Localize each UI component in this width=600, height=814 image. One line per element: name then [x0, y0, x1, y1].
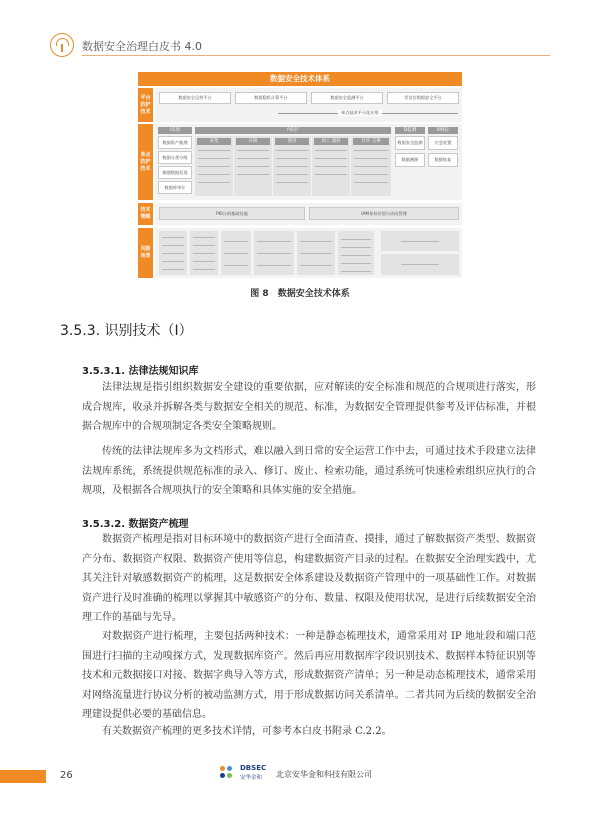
risk-block: [159, 231, 187, 275]
header-divider: [82, 55, 550, 56]
platform-item: 零信任数据安全平台: [387, 92, 459, 104]
identify-item: 数据分类分级: [158, 151, 192, 164]
text-line: [257, 241, 291, 242]
brand-name: DBSEC: [240, 764, 267, 772]
text-line: [315, 174, 347, 175]
risk-block: [381, 254, 459, 275]
text-line: [162, 269, 184, 270]
dbsec-logo-icon: [218, 764, 238, 784]
text-line: [224, 253, 248, 254]
risk-block: [297, 231, 335, 275]
protect-col: [312, 136, 350, 196]
detect-header: D监测: [395, 127, 425, 134]
strategy-row: [138, 203, 462, 225]
single-row-body: [155, 124, 462, 200]
text-line: [198, 158, 230, 159]
respond-item: 数据恢复: [428, 153, 458, 167]
risk-block: [221, 231, 251, 275]
identify-item: 数据资产梳理: [158, 136, 192, 149]
paragraph: 数据资产梳理是指对目标环境中的数据资产进行全面清查、摸排，通过了解数据资产类型、数据资产分布、数据资产权限、数据资产使用等信息，构建数据资产目录的过程。在数据安全治理实践中，尤其关注针对敏感数据资产的梳理，这是数据安全体系建设及数据资产管理中的一项基础性工作。对数据资产进行及时准确的梳理以掌握其中敏感资产的分布、数量、权限及使用状况，是进行后续数据安全治理工作的基础与先导。: [82, 534, 536, 623]
risk-block: [190, 231, 218, 275]
strategy-row-body: [155, 203, 462, 225]
text-line: [276, 150, 308, 151]
protect-col-header: 共享 交换: [353, 138, 389, 145]
strategy-row-label: 技术策略: [138, 203, 153, 225]
text-line: [300, 265, 332, 266]
paragraph: 对数据资产进行梳理，主要包括两种技术：一种是静态梳理技术，通常采用对 IP 地址段和端口范围进行扫描的主动嗅探方式，发现数据库资产。然后再应用数据库字段识别技术、数据样本特征识别等技术和元数据接口对接、数据字典导入等方式，形成数据资产清单；另一种是动态梳理技术，通常采用对网络流量进行协议分析的被动监测方式，用于形成数据访问关系清单。二者共同为后续的数据安全治理建设提供必要的基础信息。: [82, 631, 536, 720]
text-line: [315, 150, 347, 151]
page-header: [0, 0, 600, 60]
text-line: [354, 150, 388, 151]
paragraph: 法律法规是指引组织数据安全建设的重要依据，应对解读的安全标准和规范的合规项进行落实，形成合规库，收录并拆解各类与数据安全相关的规范、标准，为数据安全管理提供参考及评估标准，并根据合规库中的合规项制定各类安全策略规则。: [82, 382, 536, 432]
text-line: [341, 239, 371, 240]
text-line: [193, 269, 215, 270]
risk-row-label: 风险场景: [138, 228, 153, 278]
text-line: [257, 265, 291, 266]
protect-col-header: 加工 流转: [314, 138, 348, 145]
text-line: [198, 150, 230, 151]
respond-header: R响应: [428, 127, 458, 134]
protect-col-header: 存储: [236, 138, 270, 145]
text-line: [162, 261, 184, 262]
platform-item: 数据安全运营平台: [159, 92, 231, 104]
risk-block: [338, 231, 374, 275]
paragraph: 传统的法律法规库多为文档形式，难以融入到日常的安全运营工作中去，可通过技术手段建立法律法规库系统，系统提供规范标准的录入、修订、废止、检索功能，通过系统可快速检索组织应执行的合规项，及根据各合规项执行的安全策略和具体实施的安全措施。: [82, 446, 536, 496]
identify-item: 数据库审计: [158, 181, 192, 194]
identify-item: 敏感数据发现: [158, 166, 192, 179]
text-line: [162, 253, 184, 254]
detect-item: 数据安全监测: [395, 136, 425, 150]
text-line: [276, 174, 308, 175]
text-line: [354, 182, 388, 183]
text-line: [237, 174, 269, 175]
figure-caption: 图 8 数据安全技术体系: [250, 289, 350, 299]
text-line: [341, 247, 371, 248]
platform-item: 数据隐私计算平台: [235, 92, 307, 104]
strategy-item: IAM身份识别与访问管理: [309, 207, 459, 220]
text-line: [224, 241, 248, 242]
text-line: [237, 166, 269, 167]
text-line: [193, 253, 215, 254]
identify-header: I识别: [158, 127, 192, 134]
text-line: [341, 263, 371, 264]
risk-row: [138, 228, 462, 278]
text-line: [300, 253, 332, 254]
text-line: [224, 265, 248, 266]
section-title: 3.5.3. 识别技术（I）: [60, 323, 193, 339]
text-line: [198, 166, 230, 167]
text-line: [401, 264, 439, 265]
platform-arrow: [278, 110, 458, 117]
text-line: [237, 158, 269, 159]
tech-system-figure: [138, 72, 462, 280]
text-line: [276, 158, 308, 159]
text-line: [276, 182, 308, 183]
text-line: [257, 253, 291, 254]
text-line: [354, 158, 388, 159]
company-name: 北京安华金和科技有限公司: [276, 770, 372, 779]
text-line: [276, 166, 308, 167]
text-line: [341, 271, 371, 272]
footer-accent-bar: [0, 770, 46, 783]
umbrella-logo-icon: [50, 33, 74, 57]
text-line: [354, 174, 388, 175]
text-line: [162, 237, 184, 238]
protect-col: [351, 136, 391, 196]
arrow-label: 单点技术平台化应用: [338, 110, 382, 116]
strategy-item: PKI公钥基础设施: [159, 207, 305, 220]
protect-header: P防护: [195, 127, 391, 134]
detect-item: 数据溯源: [395, 153, 425, 167]
text-line: [300, 241, 332, 242]
risk-row-body: [155, 228, 462, 278]
protect-col-header: 采集: [197, 138, 231, 145]
text-line: [193, 261, 215, 262]
text-line: [237, 150, 269, 151]
header-title: 数据安全治理白皮书 4.0: [82, 40, 202, 53]
text-line: [315, 166, 347, 167]
subsection-title: 3.5.3.2. 数据资产梳理: [82, 519, 189, 530]
platform-row-label: 平台防护技术: [138, 88, 153, 122]
protect-col: [195, 136, 233, 196]
protect-col: [273, 136, 311, 196]
page-number: 26: [60, 770, 73, 781]
text-line: [341, 255, 371, 256]
risk-block: [381, 231, 459, 251]
text-line: [198, 174, 230, 175]
figure-title: 数据安全技术体系: [138, 72, 462, 86]
paragraph: 有关数据资产梳理的更多技术详情，可参考本白皮书附录 C.2.2。: [102, 726, 392, 737]
text-line: [198, 182, 230, 183]
subsection-title: 3.5.3.1. 法律法规知识库: [82, 366, 199, 377]
respond-item: 应急处置: [428, 136, 458, 150]
brand-name-cn: 安华金和: [240, 775, 263, 781]
risk-block: [254, 231, 294, 275]
text-line: [162, 245, 184, 246]
single-row-label: 单点防护技术: [138, 124, 153, 200]
text-line: [401, 241, 439, 242]
text-line: [354, 166, 388, 167]
text-line: [193, 245, 215, 246]
protect-col: [234, 136, 272, 196]
text-line: [315, 158, 347, 159]
single-row: [138, 124, 462, 200]
protect-col-header: 使用: [275, 138, 309, 145]
text-line: [193, 237, 215, 238]
platform-item: 数据安全监测平台: [311, 92, 383, 104]
